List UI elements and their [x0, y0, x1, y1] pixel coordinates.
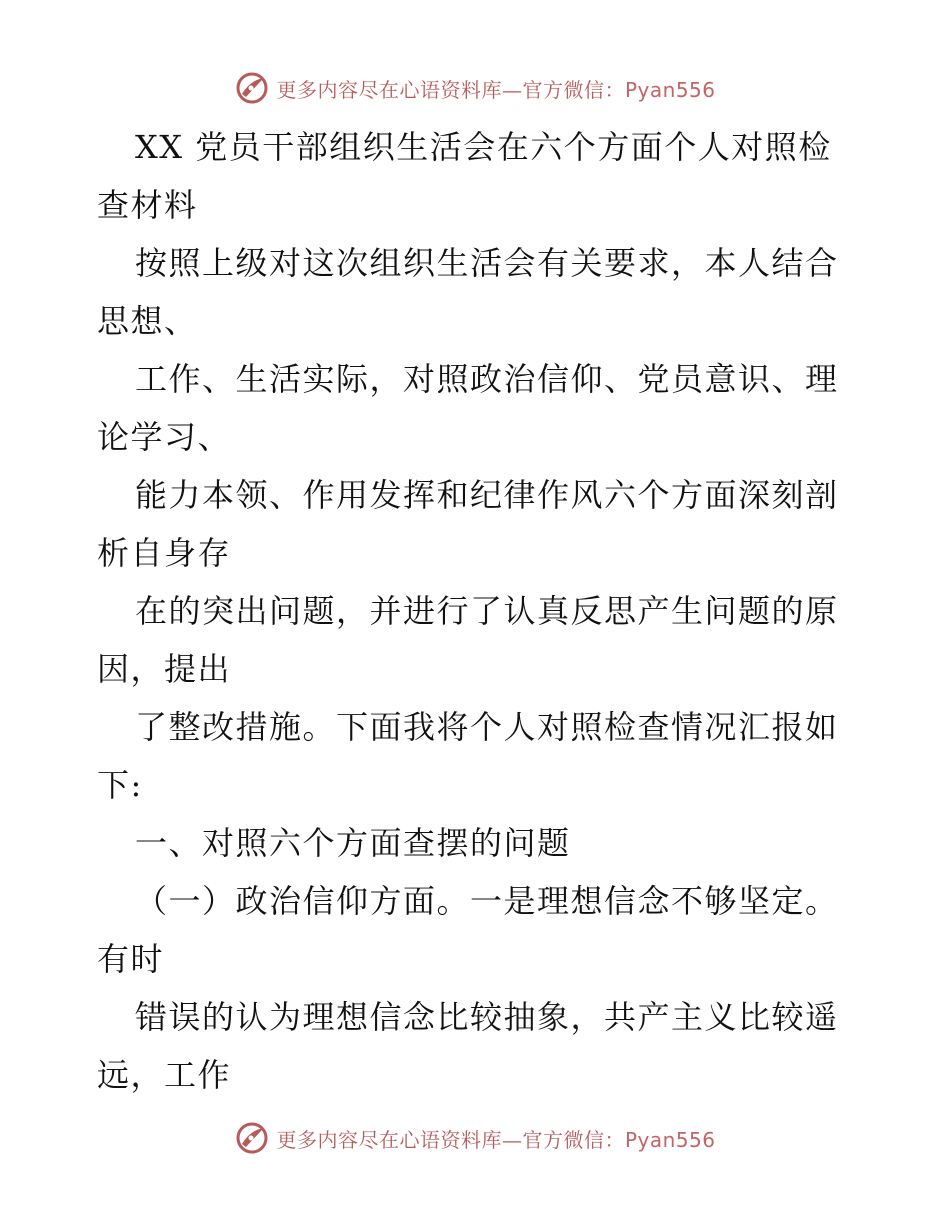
watermark-banner-bottom — [0, 1120, 950, 1156]
text-line: 析自身存 — [97, 534, 232, 572]
pen-logo-icon — [234, 1120, 270, 1156]
watermark-text: 更多内容尽在心语资料库—官方微信：Pyan556 — [276, 1127, 716, 1152]
document-body — [97, 118, 857, 1104]
watermark-text: 更多内容尽在心语资料库—官方微信：Pyan556 — [276, 77, 716, 102]
watermark-banner-top — [0, 70, 950, 106]
text-line: 能力本领、作用发挥和纪律作风六个方面深刻剖 — [135, 476, 839, 514]
text-line: 一、对照六个方面查摆的问题 — [135, 824, 571, 862]
text-line: 查材料 — [97, 186, 198, 224]
pen-logo-icon — [234, 70, 270, 106]
text-line: （一）政治信仰方面。一是理想信念不够坚定。 — [135, 882, 839, 920]
text-line: 错误的认为理想信念比较抽象，共产主义比较遥 — [135, 998, 839, 1036]
text-line: 按照上级对这次组织生活会有关要求，本人结合 — [135, 244, 839, 282]
text-line: 工作、生活实际，对照政治信仰、党员意识、理 — [135, 360, 839, 398]
text-line: 在的突出问题，并进行了认真反思产生问题的原 — [135, 592, 839, 630]
text-line: XX 党员干部组织生活会在六个方面个人对照检 — [135, 128, 832, 166]
text-line: 思想、 — [97, 302, 198, 340]
text-line: 了整改措施。下面我将个人对照检查情况汇报如 — [135, 708, 839, 746]
text-line: 远，工作 — [97, 1056, 232, 1094]
text-line: 有时 — [97, 940, 165, 978]
text-line: 下: — [97, 766, 143, 804]
text-line: 因，提出 — [97, 650, 232, 688]
text-line: 论学习、 — [97, 418, 232, 456]
